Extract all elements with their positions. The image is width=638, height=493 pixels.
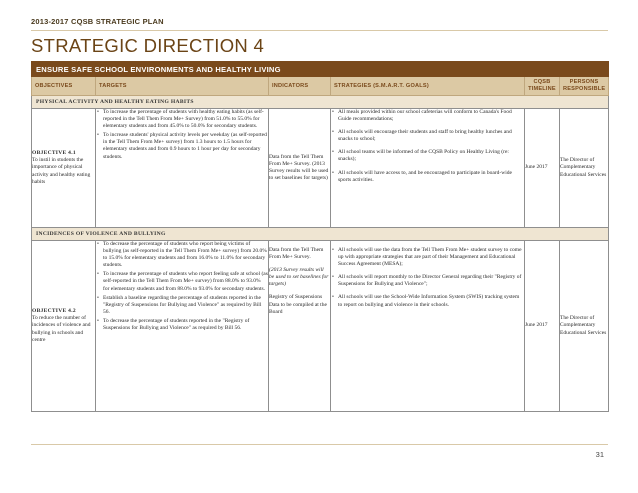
responsible-cell: The Director of Complementary Educational Services — [560, 109, 609, 228]
strategy-item: • All meals provided within our school cafeterias will conform to Canada's Food Guide recommendations; — [338, 109, 524, 123]
strategy-item: • All schools will have access to, and be encouraged to participate in board-wide sports activities. — [338, 170, 524, 184]
timeline-cell: June 2017 — [525, 241, 560, 412]
section-heading-row — [32, 228, 609, 241]
objective-cell — [32, 109, 96, 228]
strategies-cell — [331, 241, 525, 412]
target-item: • Establish a baseline regarding the percentage of students reported in the "Registry of Suspensions for Bullying and Violence" as required by Bill 56. — [103, 295, 268, 316]
timeline-cell: June 2017 — [525, 109, 560, 228]
target-item: • To increase students' physical activity levels per weekday (as self-reported in the Tell Them From Me+ survey) from 1.3 hours to 1.5 hours for elementary students and from 0.9 hours to 1 hour per day for secondary students. — [103, 132, 268, 160]
col-strategies: STRATEGIES (S.M.A.R.T. GOALS) — [331, 77, 525, 96]
target-item: • To increase the percentage of students with healthy eating habits (as self-reported in the Tell Them From Me+ Survey) from 51.0% to 55.0% for elementary students and from 45.0% to 50.0% for secondary students. — [103, 109, 268, 130]
strategy-table — [31, 61, 609, 412]
strategy-item: • All schools will use the data from the Tell Them From Me+ student survey to come up with appropriate strategies that are part of their Management and Educational Success Agreement (MESA); — [338, 247, 524, 268]
strategy-item: • All schools will use the School-Wide Information System (SWIS) tracking system to report on bullying and violence in their schools. — [338, 294, 524, 308]
section-heading-row — [32, 96, 609, 109]
indicator-text: Data from the Tell Them From Me+ Survey. (2013 Survey results will be used to set baselines for targets) — [269, 153, 329, 182]
objective-text: To reduce the number of incidences of violence and bullying in schools and centre — [32, 315, 91, 343]
objective-name: OBJECTIVE 4.1 — [32, 150, 76, 157]
indicator-note: (2013 Survey results will be used to set baselines for targets) — [269, 267, 329, 288]
strategy-item: • All school teams will be informed of the CQSB Policy on Healthy Living (re: snacks); — [338, 149, 524, 163]
indicators-cell — [269, 241, 331, 412]
banner-title: ENSURE SAFE SCHOOL ENVIRONMENTS AND HEALTHY LIVING — [32, 62, 609, 77]
objective-cell — [32, 241, 96, 412]
strategy-item: • All schools will report monthly to the Director General regarding their "Registry of Suspensions for Bullying and Violence"; — [338, 274, 524, 288]
targets-cell — [96, 109, 269, 228]
indicator-extra: Registry of Suspensions Data to be compiled at the Board — [269, 294, 327, 315]
col-timeline-line1: CQSB — [533, 79, 551, 85]
header-divider — [31, 30, 608, 31]
col-persons — [560, 77, 609, 96]
page-title: STRATEGIC DIRECTION 4 — [31, 35, 265, 56]
page-footer — [31, 444, 608, 458]
objective-text: To instil in students the importance of physical activity and healthy eating habits — [32, 157, 91, 185]
target-item: • To decrease the percentage of students reported in the "Registry of Suspensions for Bullying and Violence" as required by Bill 56. — [103, 318, 268, 332]
col-targets: TARGETS — [96, 77, 269, 96]
col-persons-line1: PERSONS — [569, 79, 599, 85]
indicator-text: Data from the Tell Them From Me+ Survey. — [269, 247, 324, 261]
target-item: • To decrease the percentage of students who report being victims of bullying (as self-reported in the Tell Them From Me+ survey) from 20.0% to 15.0% for elementary students and from 16.0% to 11.0% for secondary students. — [103, 241, 268, 269]
plan-label: 2013-2017 CQSB STRATEGIC PLAN — [31, 17, 164, 26]
col-timeline — [525, 77, 560, 96]
targets-cell — [96, 241, 269, 412]
banner-row — [32, 62, 609, 77]
col-objectives: OBJECTIVES — [32, 77, 96, 96]
strategies-cell — [331, 109, 525, 228]
objective-row — [32, 109, 609, 228]
col-indicators: INDICATORS — [269, 77, 331, 96]
strategy-item: • All schools will encourage their students and staff to bring healthy lunches and snacks to school; — [338, 129, 524, 143]
objective-row — [32, 241, 609, 412]
responsible-cell: The Director of Complementary Educational Services — [560, 241, 609, 412]
page-number: 31 — [595, 450, 604, 459]
col-timeline-line2: TIMELINE — [528, 86, 556, 92]
column-header-row — [32, 77, 609, 96]
section-heading: INCIDENCES OF VIOLENCE AND BULLYING — [32, 228, 609, 241]
col-persons-line2: RESPONSIBLE — [563, 86, 606, 92]
target-item: • To increase the percentage of students who report feeling safe at school (as self-reported in the Tell Them From Me+ survey) from 88.0% to 93.0% for elementary students and from 88.0% to 93.0% for secondary students. — [103, 271, 268, 292]
section-heading: PHYSICAL ACTIVITY AND HEALTHY EATING HABITS — [32, 96, 609, 109]
indicators-cell — [269, 109, 331, 228]
objective-name: OBJECTIVE 4.2 — [32, 308, 76, 315]
